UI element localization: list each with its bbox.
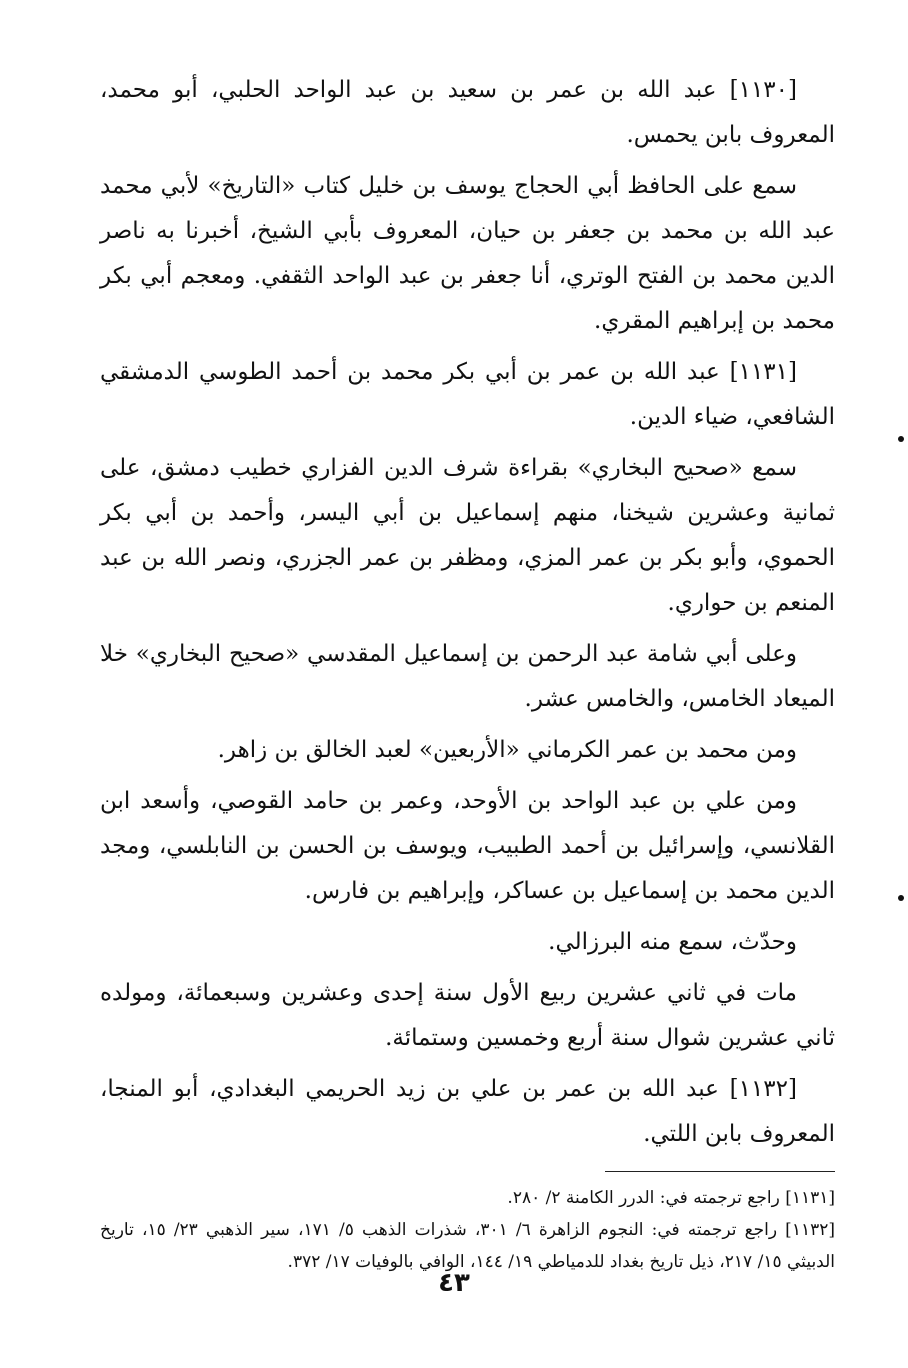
margin-mark bbox=[898, 436, 904, 442]
page-body bbox=[100, 68, 835, 1318]
paragraph: وحدّث، سمع منه البرزالي. bbox=[548, 929, 797, 955]
entry-1131: [١١٣١] عبد الله بن عمر بن أبي بكر محمد بن أحمد الطوسي الدمشقي الشافعي، ضياء الدين. bbox=[100, 359, 835, 430]
paragraph: مات في ثاني عشرين ربيع الأول سنة إحدى وعشرين وسبعمائة، ومولده ثاني عشرين شوال سنة أربع وخمسين وستمائة. bbox=[100, 980, 835, 1051]
entry-1132: [١١٣٢] عبد الله بن عمر بن علي بن زيد الحريمي البغدادي، أبو المنجا، المعروف بابن اللتي. bbox=[100, 1076, 835, 1147]
entry-1130: [١١٣٠] عبد الله بن عمر بن سعيد بن عبد الواحد الحلبي، أبو محمد، المعروف بابن يحمس. bbox=[100, 77, 835, 148]
paragraph: ومن محمد بن عمر الكرماني «الأربعين» لعبد الخالق بن زاهر. bbox=[217, 737, 797, 763]
footnote-divider bbox=[605, 1171, 835, 1172]
paragraph: وعلى أبي شامة عبد الرحمن بن إسماعيل المقدسي «صحيح البخاري» خلا الميعاد الخامس، والخامس عشر. bbox=[100, 641, 835, 712]
footnote-1131: [١١٣١] راجع ترجمته في: الدرر الكامنة ٢/ ٢٨٠. bbox=[507, 1188, 835, 1208]
page-number: ٤٣ bbox=[438, 1268, 470, 1298]
paragraph: ومن علي بن عبد الواحد بن الأوحد، وعمر بن حامد القوصي، وأسعد ابن القلانسي، وإسرائيل بن أحمد الطبيب، ويوسف بن الحسن بن النابلسي، ومجد الدين محمد بن إسماعيل بن عساكر، وإبراهيم بن فارس. bbox=[100, 788, 835, 904]
paragraph: سمع على الحافظ أبي الحجاج يوسف بن خليل كتاب «التاريخ» لأبي محمد عبد الله بن محمد بن جعفر بن حيان، المعروف بأبي الشيخ، أخبرنا به ناصر الدين محمد بن الفتح الوتري، أنا جعفر بن عبد الواحد الثقفي. ومعجم أبي بكر محمد بن إبراهيم المقري. bbox=[100, 173, 835, 334]
footnote-1132: [١١٣٢] راجع ترجمته في: النجوم الزاهرة ٦/ ٣٠١، شذرات الذهب ٥/ ١٧١، سير الذهبي ٢٣/ ١٥، تاريخ الدبيثي ١٥/ ٢١٧، ذيل تاريخ بغداد للدمياطي ١٩/ ١٤٤، الوافي بالوفيات ١٧/ ٣٧٢. bbox=[100, 1220, 835, 1272]
margin-mark bbox=[898, 895, 904, 901]
paragraph: سمع «صحيح البخاري» بقراءة شرف الدين الفزاري خطيب دمشق، على ثمانية وعشرين شيخنا، منهم إسماعيل بن أبي اليسر، وأحمد بن أبي بكر الحموي، وأبو بكر بن عمر المزي، ومظفر بن عمر الجزري، ونصر الله بن عبد المنعم بن حواري. bbox=[100, 455, 835, 616]
